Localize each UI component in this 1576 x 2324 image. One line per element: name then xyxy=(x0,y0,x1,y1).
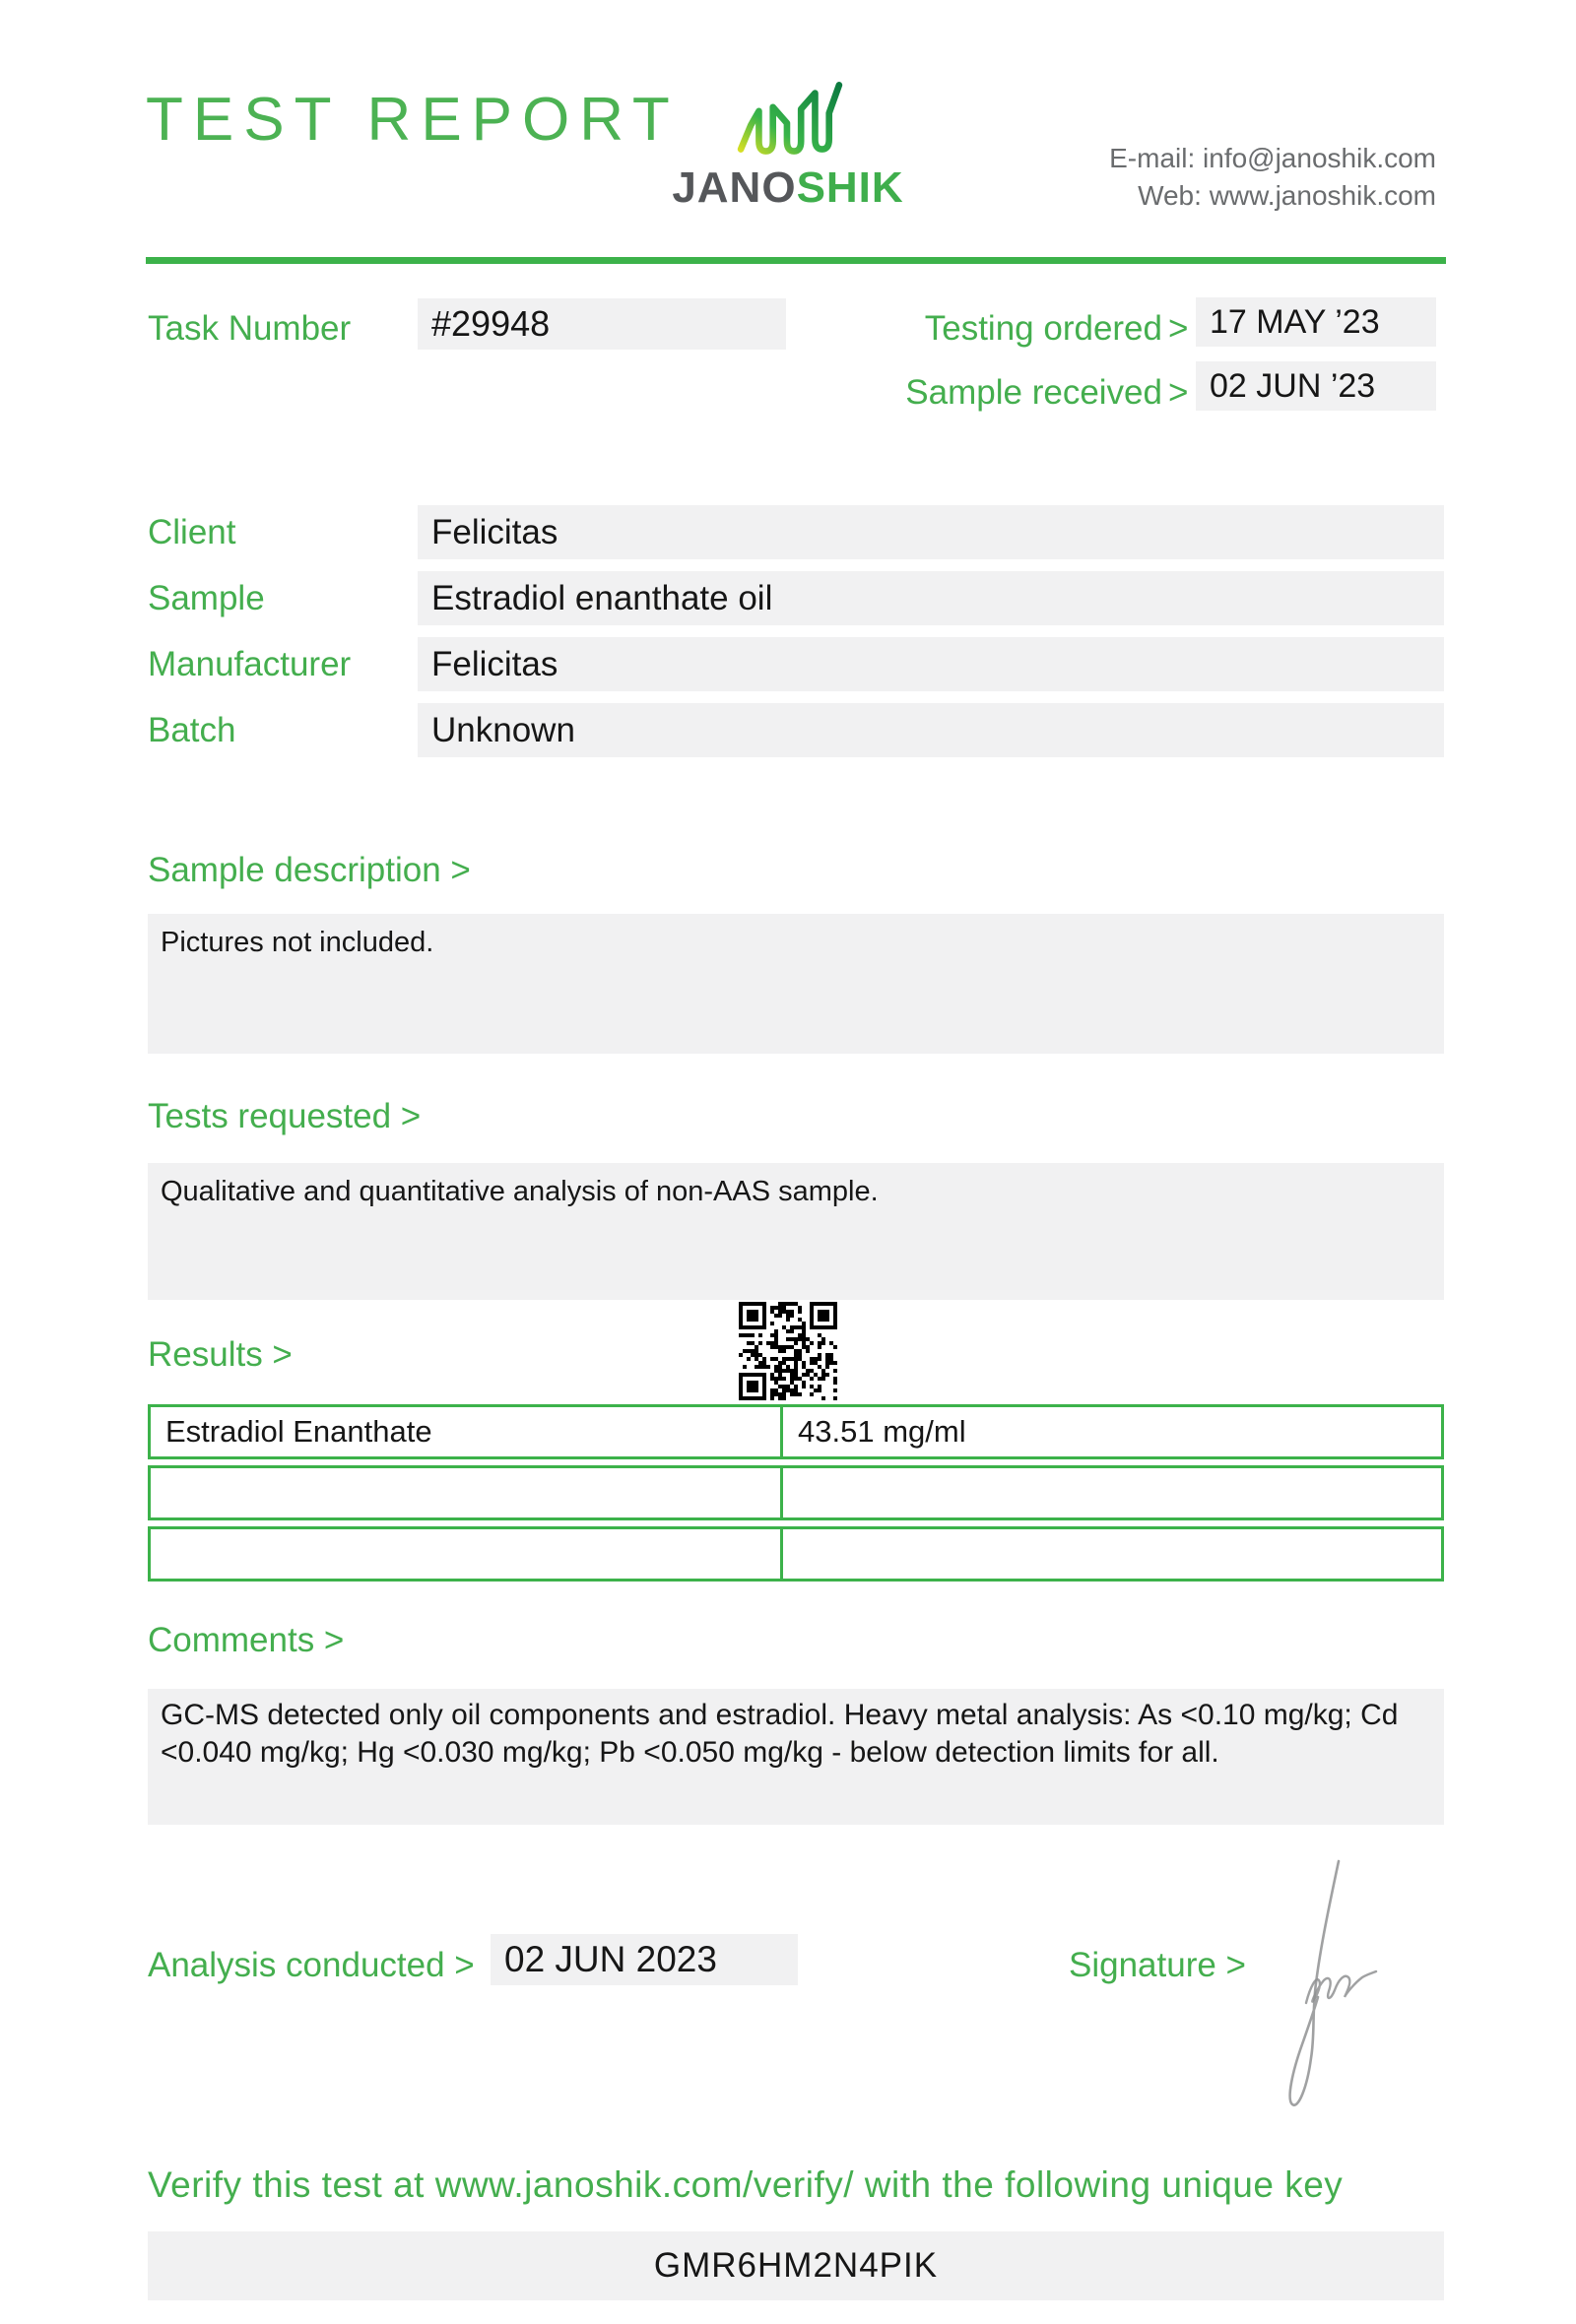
testing-ordered-value: 17 MAY ’23 xyxy=(1210,303,1380,341)
signature-label: Signature > xyxy=(1069,1946,1246,1984)
sample-description-text: Pictures not included. xyxy=(161,927,434,958)
testing-ordered-chevron-icon: > xyxy=(1168,309,1189,348)
tests-requested-text: Qualitative and quantitative analysis of non-AAS sample. xyxy=(161,1176,879,1207)
manufacturer-value: Felicitas xyxy=(431,645,558,683)
sample-received-value: 02 JUN ’23 xyxy=(1210,367,1376,405)
testing-ordered-label: Testing ordered xyxy=(924,309,1162,348)
results-table-row xyxy=(148,1404,1444,1459)
client-label: Client xyxy=(148,513,236,551)
wordmark-part-green: SHIK xyxy=(796,163,904,212)
analysis-date-value: 02 JUN 2023 xyxy=(504,1939,717,1979)
manufacturer-field xyxy=(418,637,1444,691)
result-substance-cell: Estradiol Enanthate xyxy=(151,1407,783,1456)
manufacturer-label: Manufacturer xyxy=(148,645,352,683)
task-number-value: #29948 xyxy=(431,303,551,344)
signature-scribble xyxy=(1274,1847,1402,2133)
sample-value: Estradiol enanthate oil xyxy=(431,579,773,617)
testing-ordered-field xyxy=(1196,297,1436,347)
batch-value: Unknown xyxy=(431,711,575,749)
sample-received-field xyxy=(1196,361,1436,411)
qr-code xyxy=(739,1302,837,1400)
contact-block xyxy=(1109,140,1436,215)
tests-requested-box xyxy=(148,1163,1444,1300)
result-substance-cell xyxy=(151,1468,783,1517)
results-table-row xyxy=(148,1526,1444,1582)
comments-box xyxy=(148,1689,1444,1825)
analysis-conducted-label: Analysis conducted > xyxy=(148,1946,475,1984)
janoshik-chart-logo-icon xyxy=(735,79,845,161)
batch-label: Batch xyxy=(148,711,236,749)
result-value-cell xyxy=(783,1468,1441,1517)
contact-web: Web: www.janoshik.com xyxy=(1138,180,1436,211)
contact-email: E-mail: info@janoshik.com xyxy=(1109,143,1436,173)
task-number-label: Task Number xyxy=(148,309,352,348)
result-substance-cell xyxy=(151,1529,783,1579)
verify-instruction: Verify this test at www.janoshik.com/verify/ with the following unique key xyxy=(148,2164,1344,2205)
results-table-row xyxy=(148,1465,1444,1520)
sample-received-label: Sample received xyxy=(905,373,1162,412)
result-value-cell xyxy=(783,1529,1441,1579)
client-value: Felicitas xyxy=(431,513,558,551)
wordmark-part-gray: JANO xyxy=(672,163,797,212)
sample-description-box xyxy=(148,914,1444,1054)
result-value-cell: 43.51 mg/ml xyxy=(798,1414,966,1449)
tests-requested-heading: Tests requested > xyxy=(148,1097,422,1135)
comments-heading: Comments > xyxy=(148,1621,345,1659)
janoshik-wordmark xyxy=(630,163,946,213)
sample-label: Sample xyxy=(148,579,265,617)
header-divider xyxy=(146,257,1446,264)
sample-received-chevron-icon: > xyxy=(1168,373,1189,412)
page-title: TEST REPORT xyxy=(146,86,680,154)
verify-key-value: GMR6HM2N4PIK xyxy=(653,2246,939,2285)
comments-text: GC-MS detected only oil components and estradiol. Heavy metal analysis: As <0.10 mg/kg; Cd <0.040 mg/kg; Hg <0.030 mg/kg; Pb <0.050 mg/kg - below detection limits for all. xyxy=(161,1699,1399,1769)
sample-field xyxy=(418,571,1444,625)
sample-description-heading: Sample description > xyxy=(148,851,471,889)
batch-field xyxy=(418,703,1444,757)
client-field xyxy=(418,505,1444,559)
results-heading: Results > xyxy=(148,1335,293,1374)
verify-key-box xyxy=(148,2231,1444,2300)
